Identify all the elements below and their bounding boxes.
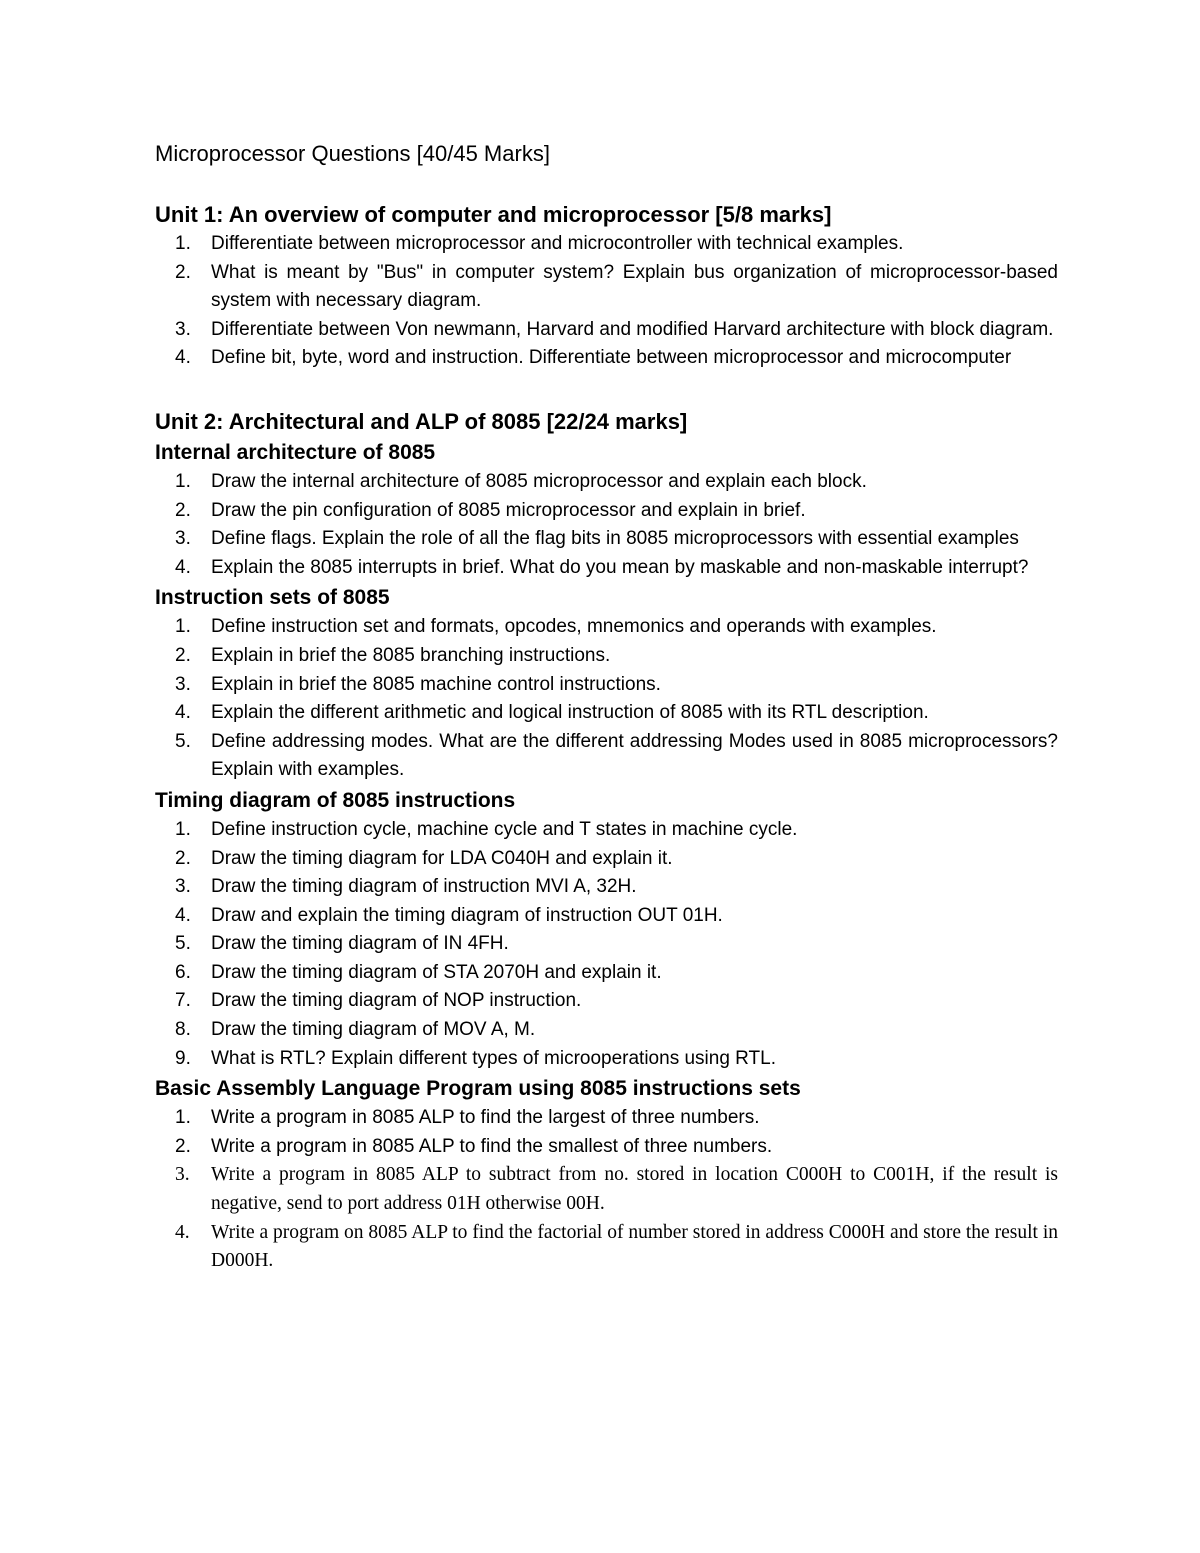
question-number: 4. bbox=[175, 556, 191, 578]
section-heading-internal-architecture: Internal architecture of 8085 bbox=[155, 440, 436, 464]
question-number: 1. bbox=[175, 470, 191, 492]
question-text: Write a program in 8085 ALP to subtract from no. stored in location C000H to C001H, if the result is negative, send to port address 01H otherwise 00H. bbox=[211, 1164, 1058, 1215]
question-item bbox=[155, 671, 1058, 700]
question-item bbox=[155, 845, 1058, 874]
question-item bbox=[155, 230, 1058, 259]
question-number: 6. bbox=[175, 961, 191, 983]
question-number: 2. bbox=[175, 261, 191, 283]
question-text: Define instruction set and formats, opcodes, mnemonics and operands with examples. bbox=[211, 616, 937, 638]
question-text: What is meant by "Bus" in computer system? Explain bus organization of microprocessor-based system with necessary diagram. bbox=[211, 261, 1058, 312]
unit-1-section bbox=[155, 200, 1058, 373]
internal-architecture-question-list bbox=[155, 468, 1058, 582]
question-item bbox=[155, 1161, 1058, 1218]
question-number: 3. bbox=[175, 318, 191, 340]
question-number: 4. bbox=[175, 702, 191, 724]
question-item bbox=[155, 1045, 1058, 1074]
question-item bbox=[155, 987, 1058, 1016]
question-text: Define flags. Explain the role of all the flag bits in 8085 microprocessors with essential examples bbox=[211, 528, 1019, 550]
basic-alp-question-list bbox=[155, 1104, 1058, 1276]
question-text: Draw the timing diagram of instruction MVI A, 32H. bbox=[211, 876, 637, 898]
question-number: 9. bbox=[175, 1047, 191, 1069]
question-text: Write a program in 8085 ALP to find the largest of three numbers. bbox=[211, 1107, 760, 1129]
question-number: 2. bbox=[175, 1135, 191, 1157]
instruction-sets-question-list bbox=[155, 613, 1058, 785]
question-item bbox=[155, 525, 1058, 554]
unit-1-question-list bbox=[155, 230, 1058, 373]
question-item bbox=[155, 1219, 1058, 1276]
question-number: 3. bbox=[175, 876, 191, 898]
question-item bbox=[155, 930, 1058, 959]
question-item bbox=[155, 1104, 1058, 1133]
question-number: 5. bbox=[175, 933, 191, 955]
question-text: Draw the timing diagram of STA 2070H and explain it. bbox=[211, 961, 662, 983]
question-number: 2. bbox=[175, 847, 191, 869]
document-title: Microprocessor Questions [40/45 Marks] bbox=[155, 141, 550, 166]
question-text: Draw the timing diagram of NOP instruction. bbox=[211, 990, 582, 1012]
unit-1-heading: Unit 1: An overview of computer and microprocessor [5/8 marks] bbox=[155, 202, 832, 227]
document-page bbox=[155, 140, 1058, 1276]
question-item bbox=[155, 728, 1058, 785]
question-item bbox=[155, 873, 1058, 902]
question-number: 2. bbox=[175, 644, 191, 666]
question-text: Draw the timing diagram of MOV A, M. bbox=[211, 1019, 536, 1041]
question-number: 3. bbox=[175, 1164, 190, 1186]
question-text: Write a program on 8085 ALP to find the factorial of number stored in address C000H and store the result in D000H. bbox=[211, 1221, 1058, 1272]
question-text: What is RTL? Explain different types of microoperations using RTL. bbox=[211, 1047, 776, 1069]
question-text: Draw the timing diagram for LDA C040H and explain it. bbox=[211, 847, 673, 869]
question-number: 1. bbox=[175, 1107, 191, 1129]
question-text: Explain in brief the 8085 machine control instructions. bbox=[211, 673, 661, 695]
question-item bbox=[155, 642, 1058, 671]
question-item bbox=[155, 959, 1058, 988]
question-text: Define addressing modes. What are the different addressing Modes used in 8085 microprocessors? Explain with examples. bbox=[211, 730, 1058, 781]
section-heading-timing-diagram: Timing diagram of 8085 instructions bbox=[155, 788, 516, 812]
question-item bbox=[155, 344, 1058, 373]
section-heading-basic-alp: Basic Assembly Language Program using 8085 instructions sets bbox=[155, 1077, 801, 1101]
question-item bbox=[155, 554, 1058, 583]
question-number: 4. bbox=[175, 1221, 190, 1243]
question-item bbox=[155, 1133, 1058, 1162]
question-text: Draw the internal architecture of 8085 microprocessor and explain each block. bbox=[211, 470, 867, 492]
question-text: Explain in brief the 8085 branching instructions. bbox=[211, 644, 611, 666]
question-text: Explain the different arithmetic and logical instruction of 8085 with its RTL description. bbox=[211, 702, 929, 724]
question-item bbox=[155, 613, 1058, 642]
question-text: Draw the timing diagram of IN 4FH. bbox=[211, 933, 509, 955]
question-number: 1. bbox=[175, 616, 191, 638]
question-number: 4. bbox=[175, 904, 191, 926]
question-number: 5. bbox=[175, 730, 191, 752]
question-number: 2. bbox=[175, 499, 191, 521]
question-item bbox=[155, 259, 1058, 316]
question-text: Explain the 8085 interrupts in brief. What do you mean by maskable and non-maskable interrupt? bbox=[211, 556, 1029, 578]
question-item bbox=[155, 497, 1058, 526]
question-item bbox=[155, 468, 1058, 497]
question-text: Write a program in 8085 ALP to find the smallest of three numbers. bbox=[211, 1135, 773, 1157]
question-item bbox=[155, 1016, 1058, 1045]
question-number: 3. bbox=[175, 673, 191, 695]
question-text: Define bit, byte, word and instruction. Differentiate between microprocessor and microcomputer bbox=[211, 347, 1012, 369]
unit-2-heading: Unit 2: Architectural and ALP of 8085 [22/24 marks] bbox=[155, 408, 688, 434]
question-item bbox=[155, 699, 1058, 728]
question-item bbox=[155, 902, 1058, 931]
question-number: 7. bbox=[175, 990, 191, 1012]
question-text: Differentiate between microprocessor and microcontroller with technical examples. bbox=[211, 233, 904, 254]
question-text: Draw and explain the timing diagram of instruction OUT 01H. bbox=[211, 904, 723, 926]
timing-diagram-question-list bbox=[155, 816, 1058, 1073]
question-number: 1. bbox=[175, 233, 191, 254]
question-text: Draw the pin configuration of 8085 microprocessor and explain in brief. bbox=[211, 499, 806, 521]
question-number: 3. bbox=[175, 528, 191, 550]
question-number: 1. bbox=[175, 818, 191, 840]
question-text: Differentiate between Von newmann, Harvard and modified Harvard architecture with block diagram. bbox=[211, 318, 1054, 340]
question-number: 8. bbox=[175, 1019, 191, 1041]
question-number: 4. bbox=[175, 347, 191, 369]
question-item bbox=[155, 816, 1058, 845]
question-item bbox=[155, 316, 1058, 345]
question-text: Define instruction cycle, machine cycle and T states in machine cycle. bbox=[211, 818, 798, 840]
unit-2-section bbox=[155, 407, 1058, 1276]
section-heading-instruction-sets: Instruction sets of 8085 bbox=[155, 586, 390, 610]
